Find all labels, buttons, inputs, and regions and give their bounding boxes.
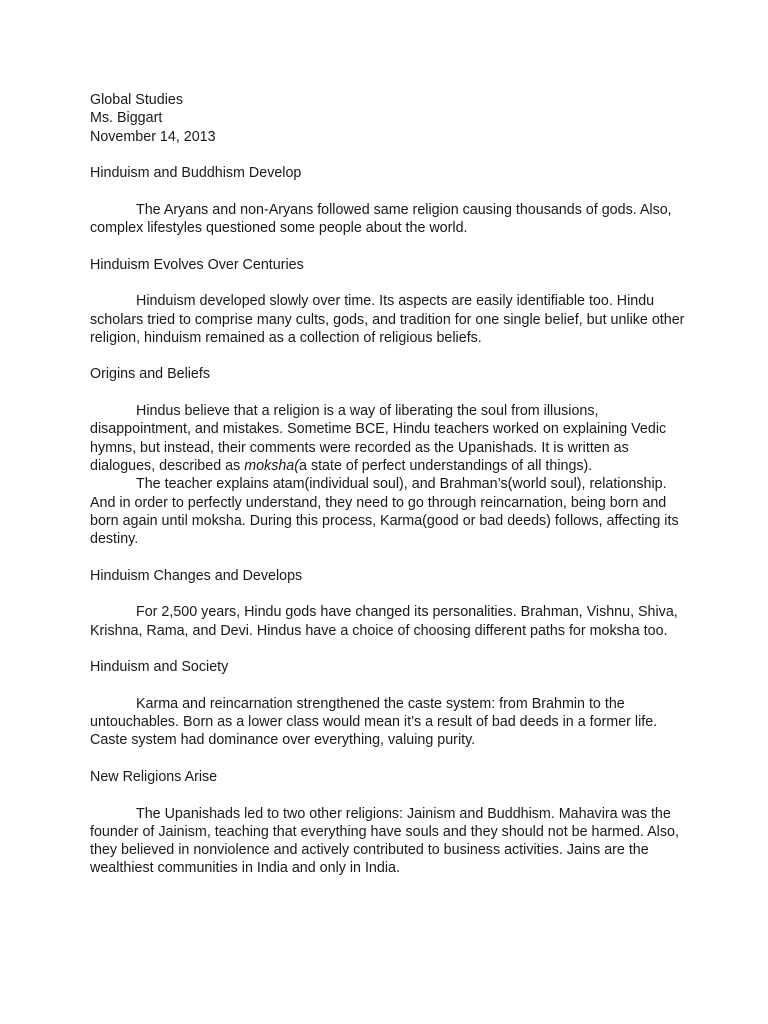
spacer: [90, 750, 690, 768]
document-date: November 14, 2013: [90, 128, 216, 145]
course-name: Global Studies: [90, 92, 183, 108]
spacer: [90, 786, 690, 804]
section-heading: New Religions Arise: [90, 768, 218, 785]
section-heading: Hinduism and Society: [90, 659, 229, 676]
spacer: [90, 585, 690, 603]
section-heading: Origins and Beliefs: [90, 366, 210, 383]
section-heading: Hinduism and Buddhism Develop: [90, 165, 302, 182]
moksha-term: moksha(: [244, 457, 300, 474]
section-heading: Hinduism Changes and Develops: [90, 567, 303, 584]
section-paragraph: Hinduism developed slowly over time. Its aspects are easily identifiable too. Hindu scholars tried to comprise many cults, gods, and tradition for one single belief, but unlike other religion, hinduism remained as a collection of religious beliefs.: [90, 293, 685, 346]
paragraph-text: a state of perfect understandings of all things).: [299, 457, 593, 474]
paragraph-text: Hindus believe that a religion is a way of liberating the soul from illusions, disappointment, and mistakes. Sometime BCE, Hindu teachers worked on explaining Vedic hymns, but instead, their comments were recorded as the Upanishads. It is written as dialogues, described as: [90, 403, 667, 474]
spacer: [90, 237, 690, 255]
section-paragraph: Karma and reincarnation strengthened the caste system: from Brahmin to the untouchables. Born as a lower class would mean it’s a result of bad deeds in a former life. Caste system had dominance over everything, valuing purity.: [90, 695, 658, 749]
spacer: [90, 347, 690, 365]
section-paragraph: The Aryans and non-Aryans followed same religion causing thousands of gods. Also, complex lifestyles questioned some people about the world.: [90, 201, 672, 237]
section-paragraph: For 2,500 years, Hindu gods have changed its personalities. Brahman, Vishnu, Shiva, Krishna, Rama, and Devi. Hindus have a choice of choosing different paths for moksha too.: [90, 604, 678, 639]
document-page: [90, 91, 690, 878]
spacer: [90, 146, 690, 164]
spacer: [90, 182, 690, 200]
teacher-name: Ms. Biggart: [90, 110, 163, 127]
spacer: [90, 677, 690, 695]
spacer: [90, 548, 690, 566]
section-heading: Hinduism Evolves Over Centuries: [90, 256, 304, 273]
section-paragraph: [90, 402, 690, 475]
spacer: [90, 274, 690, 292]
section-paragraph: The Upanishads led to two other religions: Jainism and Buddhism. Mahavira was the founder of Jainism, teaching that everything have souls and they should not be harmed. Also, they believed in nonviolence and actively contributed to business activities. Jains are the wealthiest communities in India and only in India.: [90, 805, 679, 877]
spacer: [90, 640, 690, 658]
section-paragraph: The teacher explains atam(individual soul), and Brahman’s(world soul), relationship. And in order to perfectly understand, they need to go through reincarnation, being born and born again until moksha. During this process, Karma(good or bad deeds) follows, affecting its destiny.: [90, 476, 679, 548]
spacer: [90, 384, 690, 402]
